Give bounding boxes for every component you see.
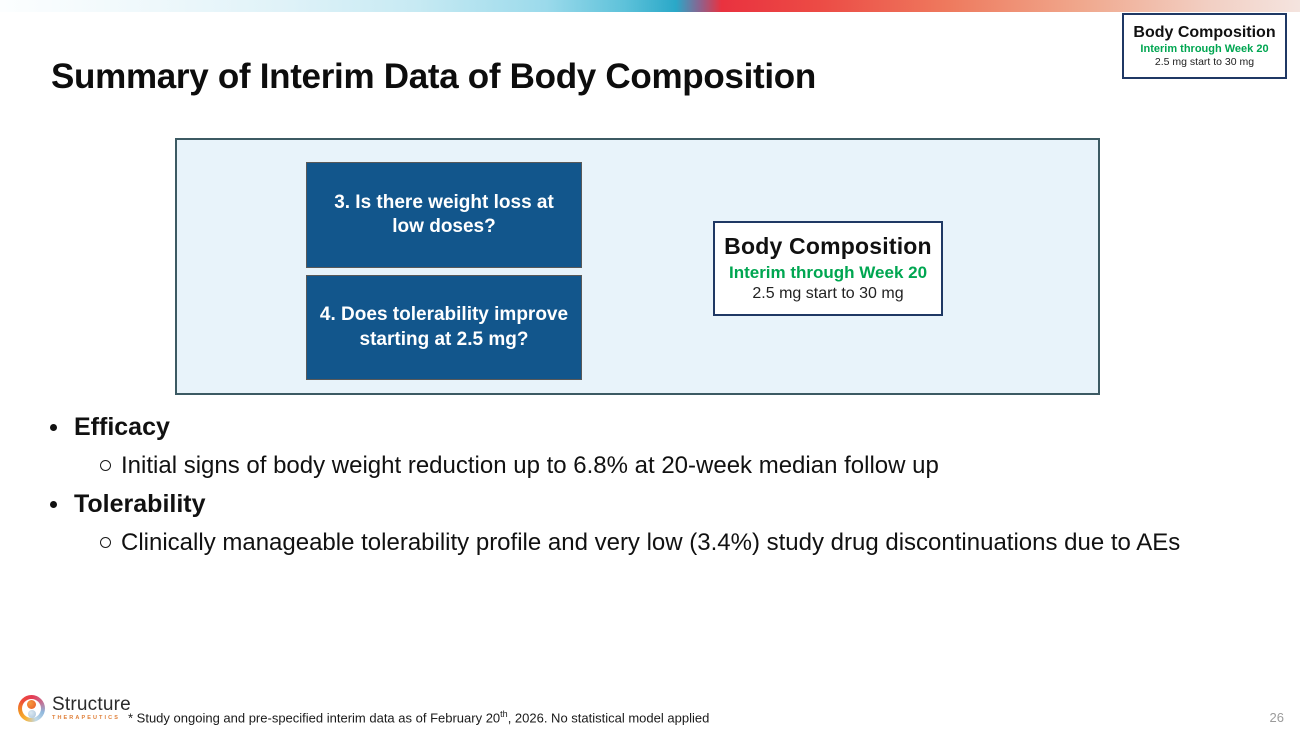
bullet-dot-icon [50,424,57,431]
top-gradient-bar [0,0,1300,12]
question-box-4 [306,275,582,380]
logo-dot-blue [28,710,36,718]
footnote-text-1: * Study ongoing and pre-specified interim data as of February 20 [128,710,501,726]
logo-dot-orange [27,700,36,709]
slide-corner-badge [1122,13,1287,79]
footnote-text-2: , 2026. No statistical model applied [507,710,710,726]
sub-bullet-efficacy [50,450,1246,482]
sub-bullet-tolerability [50,527,1246,559]
bullet-circle-icon [100,460,111,471]
bullet-tolerability [50,489,1250,519]
result-box-dose: 2.5 mg start to 30 mg [752,285,904,303]
badge-dose: 2.5 mg start to 30 mg [1154,56,1255,69]
logo-wordmark [52,695,131,722]
page-title: Summary of Interim Data of Body Composition [51,57,816,96]
summary-panel [175,138,1100,395]
company-logo [18,695,131,722]
sub-bullet-efficacy-text: Initial signs of body weight reduction up to 6.8% at 20-week median follow up [121,452,939,479]
bullet-efficacy-label: Efficacy [74,413,170,441]
sub-bullet-tolerability-text: Clinically manageable tolerability profile and very low (3.4%) study drug discontinuations due to AEs [121,529,1181,556]
page-number: 26 [1269,710,1284,725]
result-box [713,221,943,316]
question-3-line2: low doses? [392,216,496,237]
footnote [128,709,709,725]
result-box-subtitle: Interim through Week 20 [728,263,928,282]
logo-name: Structure [52,694,131,716]
question-4-line2: starting at 2.5 mg? [359,328,529,350]
question-box-3 [306,162,582,268]
bullet-circle-icon [100,537,111,548]
footnote-superscript: th [500,709,508,719]
structure-logo-icon [18,695,45,722]
logo-subtext: THERAPEUTICS [52,715,120,722]
bullet-efficacy [50,412,1250,442]
result-box-title: Body Composition [724,233,932,260]
question-4-line1: 4. Does tolerability improve [319,304,569,326]
bullet-list [50,412,1250,566]
badge-subtitle: Interim through Week 20 [1140,42,1269,55]
bullet-dot-icon [50,501,57,508]
question-3-line1: 3. Is there weight loss at [334,191,554,213]
bullet-tolerability-label: Tolerability [74,490,206,518]
badge-title: Body Composition [1133,24,1276,42]
